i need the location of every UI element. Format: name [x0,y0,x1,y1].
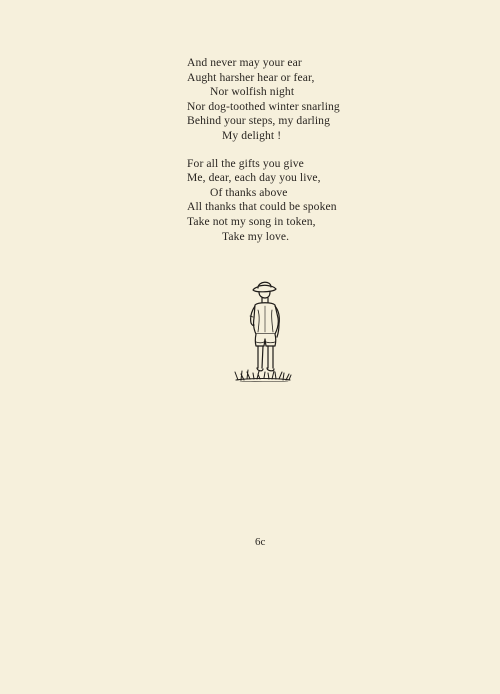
poem-line: And never may your ear [187,56,302,69]
stanza-2 [187,157,447,245]
poem-line: For all the gifts you give [187,156,304,170]
poem-line: Of thanks above [210,185,288,199]
poem-line: Aught harsher hear or fear, [187,70,315,84]
poem-line: Nor dog-toothed winter snarling [187,99,340,113]
child-in-hat-icon [228,276,298,391]
stanza-1 [187,56,447,144]
poem-line: Take my love. [222,229,290,243]
poem-line: Behind your steps, my darling [187,114,330,128]
poem-line: Take not my song in token, [187,214,316,228]
poem [187,56,447,244]
page-number: 6c [255,536,266,548]
poem-line: Me, dear, each day you live, [187,171,321,185]
poem-line: Nor wolfish night [210,85,295,99]
poem-line: All thanks that could be spoken [187,200,337,214]
poem-line: My delight ! [222,128,282,142]
